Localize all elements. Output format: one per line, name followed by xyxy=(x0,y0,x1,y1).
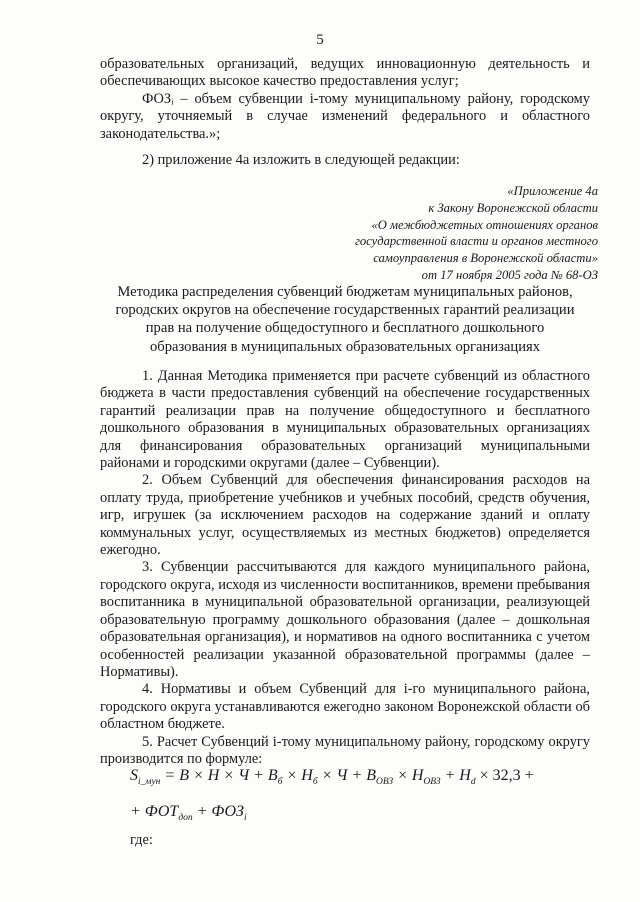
formula-subscript: б xyxy=(312,777,318,787)
formula-part: + Н xyxy=(444,767,471,784)
formula-subscript: ОВЗ xyxy=(423,777,441,787)
clause-3: 3. Субвенции рассчитываются для каждого муниципального района, городского округа, исходя из численности воспитанников, времени пребывания воспитанника в муниципальной образовательной организации, реализующей образовательную программу дошкольного образования (далее – дошкольная образовательная организация), и нормативов на одного воспитанника с учетом особенностей реализации указанной образовательной программы (далее – Нормативы). xyxy=(100,559,590,680)
formula-part: × Н xyxy=(397,767,424,784)
formula-part: + ФОТ xyxy=(130,803,179,820)
method-title xyxy=(80,283,610,356)
amendment-text xyxy=(100,152,590,169)
formula-line-1 xyxy=(130,765,600,793)
appendix-line: «Приложение 4а xyxy=(507,184,598,198)
appendix-heading xyxy=(298,183,598,284)
paragraph: образовательных организаций, ведущих инновационную деятельность и обеспечивающих высокое качество предоставления услуг; xyxy=(100,56,590,90)
formula-subscript: i xyxy=(243,813,247,823)
formula-subscript: ОВЗ xyxy=(376,777,394,787)
formula-subscript: d xyxy=(470,777,476,787)
page-number: 5 xyxy=(316,32,324,48)
formula-subscript: б xyxy=(277,777,283,787)
title-line: прав на получение общедоступного и бесплатного дошкольного xyxy=(145,320,545,337)
clauses xyxy=(100,368,590,768)
clause-2: 2. Объем Субвенций для обеспечения финансирования расходов на оплату труда, приобретение учебников и учебных пособий, средств обучения, игр, игрушек (за исключением расходов на содержание зданий и оплату коммунальных услуг, осуществляемых из местных бюджетов) определяется ежегодно. xyxy=(100,472,590,559)
title-line: Методика распределения субвенций бюджетам муниципальных районов, xyxy=(117,284,573,300)
where-label: где: xyxy=(130,832,153,848)
paragraph: 2) приложение 4а изложить в следующей редакции: xyxy=(142,152,460,168)
appendix-line: «О межбюджетных отношениях органов xyxy=(371,217,598,232)
formula-part: + ФОЗ xyxy=(196,803,244,820)
appendix-line: самоуправления в Воронежской области» xyxy=(373,251,598,266)
intro-text xyxy=(100,56,590,143)
formula-part: × Н xyxy=(286,767,313,784)
formula-subscript: доп xyxy=(178,813,193,823)
formula-part: = В × Н × Ч + В xyxy=(164,767,278,784)
clause-4: 4. Нормативы и объем Субвенций для i-го муниципального района, городского округа устанавливаются ежегодно законом Воронежской области об областном бюджете. xyxy=(100,681,590,733)
appendix-line: к Закону Воронежской области xyxy=(428,200,598,215)
appendix-line: государственной власти и органов местного xyxy=(354,234,598,249)
formula-part: × Ч + В xyxy=(321,767,377,784)
formula-line-2 xyxy=(130,801,600,829)
title-line: городских округов на обеспечение государственных гарантий реализации xyxy=(115,302,575,319)
formula-subscript: i_мун xyxy=(138,777,161,787)
appendix-line: от 17 ноября 2005 года № 68-ОЗ xyxy=(421,267,598,282)
clause-1: 1. Данная Методика применяется при расчете субвенций из областного бюджета в части предоставления субвенций на обеспечение государственных гарантий реализации прав на получение общедоступного и бесплатного дошкольного образования в муниципальных образовательных организациях для финансирования образовательных организаций муниципальными районами и городскими округами (далее – Субвенции). xyxy=(100,368,590,472)
formula-part: × 32,3 + xyxy=(479,767,534,784)
formula xyxy=(130,765,600,829)
title-line: образования в муниципальных образовательных организациях xyxy=(149,338,541,355)
clause-5: 5. Расчет Субвенций i-тому муниципальному району, городскому округу производится по формуле: xyxy=(100,733,590,767)
paragraph: ФОЗᵢ – объем субвенции i-тому муниципальному району, городскому округу, уточняемый в случае изменений федерального и областного законодательства.»; xyxy=(100,90,590,142)
formula-symbol: S xyxy=(130,767,138,784)
